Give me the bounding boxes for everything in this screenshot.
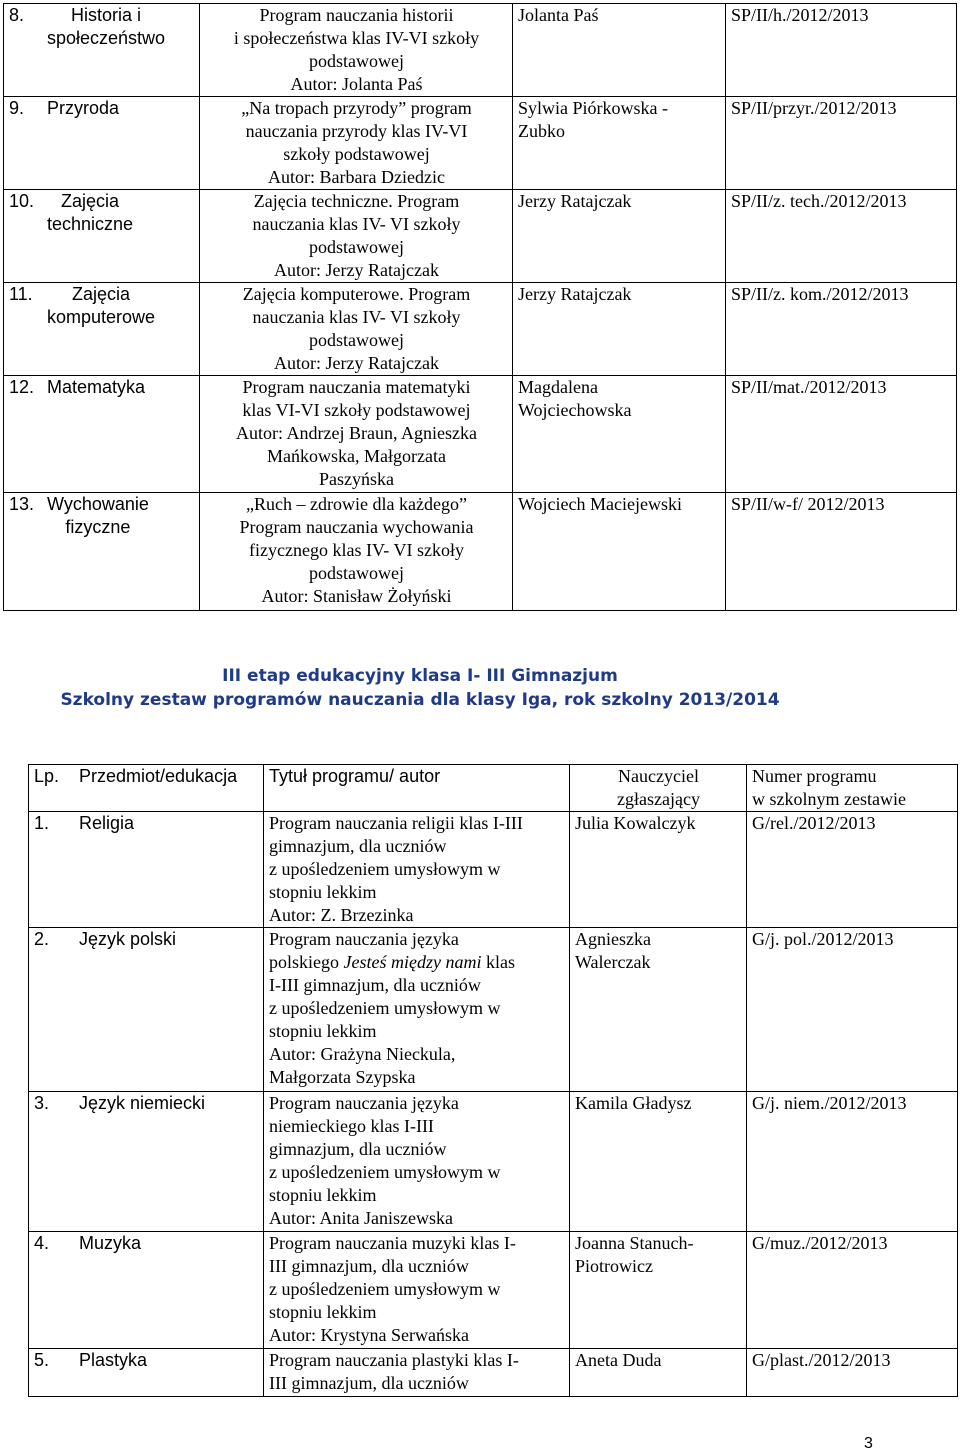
teacher-cell — [570, 812, 747, 928]
teacher-line: Jerzy Ratajczak — [518, 284, 632, 304]
section-heading: III etap edukacyjny klasa I- III Gimnazjum — [222, 666, 618, 686]
code-cell — [726, 190, 957, 283]
teacher-line: Jolanta Paś — [518, 5, 599, 25]
program-line: Autor: Grażyna Nieckula, — [269, 1044, 456, 1064]
teacher-line: Piotrowicz — [575, 1256, 653, 1276]
program-line: Autor: Stanisław Żołyński — [261, 586, 452, 606]
program-line: Program nauczania języka — [269, 1093, 459, 1113]
teacher-line: Julia Kowalczyk — [575, 813, 696, 833]
subject-line: Matematyka — [47, 377, 146, 397]
table-row — [4, 190, 957, 283]
code-cell — [726, 376, 957, 493]
program-line: z upośledzeniem umysłowym w — [269, 1279, 501, 1299]
code-cell — [747, 928, 958, 1092]
program-cell — [200, 283, 513, 376]
subject-cell — [29, 812, 264, 928]
subject-label: Muzyka — [79, 1233, 142, 1253]
row-number: 1. — [34, 813, 50, 833]
program-line: gimnazjum, dla uczniów — [269, 836, 447, 856]
row-number: 11. — [9, 284, 33, 304]
program-line: Autor: Z. Brzezinka — [269, 905, 414, 925]
program-line: fizycznego klas IV- VI szkoły — [249, 540, 464, 560]
header-lp: Lp. — [34, 766, 60, 786]
subject-label: Język polski — [79, 929, 177, 949]
program-line: nauczania klas IV- VI szkoły — [252, 214, 461, 234]
teacher-line: Sylwia Piórkowska - — [518, 98, 668, 118]
program-line: z upośledzeniem umysłowym w — [269, 859, 501, 879]
program-line: „Na tropach przyrody” program — [241, 98, 472, 118]
program-code: SP/II/w-f/ 2012/2013 — [731, 494, 885, 514]
page-number: 3 — [864, 1435, 873, 1452]
program-line: Program nauczania matematyki — [242, 377, 471, 397]
program-line: z upośledzeniem umysłowym w — [269, 1162, 501, 1182]
program-line: podstawowej — [309, 330, 404, 350]
header-subject — [29, 765, 264, 812]
program-line: Mańkowska, Małgorzata — [267, 446, 446, 466]
program-line: stopniu lekkim — [269, 1021, 377, 1041]
teacher-line: Wojciechowska — [518, 400, 632, 420]
teacher-cell — [570, 1232, 747, 1349]
row-number: 8. — [9, 5, 25, 25]
program-code: SP/II/h./2012/2013 — [731, 5, 869, 25]
subject-cell — [4, 97, 200, 190]
subject-cell — [4, 4, 200, 97]
program-cell — [264, 928, 570, 1092]
table-row — [4, 97, 957, 190]
program-line: niemieckiego klas I-III — [269, 1116, 434, 1136]
program-line: z upośledzeniem umysłowym w — [269, 998, 501, 1018]
subject-cell — [4, 283, 200, 376]
program-line: klas VI-VI szkoły podstawowej — [242, 400, 471, 420]
program-cell — [264, 1232, 570, 1349]
program-line: Autor: Jolanta Paś — [290, 74, 423, 94]
teacher-line: Walerczak — [575, 952, 651, 972]
subject-cell — [29, 1349, 264, 1397]
program-code: G/j. pol./2012/2013 — [752, 929, 894, 949]
primary-school-program-table — [3, 3, 957, 611]
program-code: SP/II/z. kom./2012/2013 — [731, 284, 909, 304]
program-cell — [200, 4, 513, 97]
teacher-cell — [570, 1349, 747, 1397]
subject-label: Język niemiecki — [79, 1093, 206, 1113]
program-cell — [200, 493, 513, 611]
subject-line: komputerowe — [47, 307, 156, 327]
program-cell — [264, 1349, 570, 1397]
teacher-line: Agnieszka — [575, 929, 651, 949]
header-program-label: Tytuł programu/ autor — [269, 766, 441, 786]
code-cell — [747, 1232, 958, 1349]
teacher-line: Jerzy Ratajczak — [518, 191, 632, 211]
program-line: „Ruch – zdrowie dla każdego” — [246, 494, 467, 514]
program-line: Małgorzata Szypska — [269, 1067, 416, 1087]
subject-line: Przyroda — [47, 98, 120, 118]
program-code: SP/II/przyr./2012/2013 — [731, 98, 897, 118]
teacher-cell — [513, 493, 726, 611]
teacher-cell — [513, 283, 726, 376]
header-code-line: w szkolnym zestawie — [752, 789, 906, 809]
program-line: Paszyńska — [319, 469, 394, 489]
table-header-row — [29, 765, 958, 812]
code-cell — [726, 493, 957, 611]
subject-line: Zajęcia — [72, 284, 131, 304]
table-row — [4, 283, 957, 376]
program-cell — [200, 190, 513, 283]
teacher-line: Kamila Gładysz — [575, 1093, 692, 1113]
program-title-line — [269, 951, 565, 974]
code-cell — [726, 97, 957, 190]
program-line: i społeczeństwa klas IV-VI szkoły — [233, 28, 480, 48]
program-line: Program nauczania wychowania — [239, 517, 474, 537]
table-row — [29, 1232, 958, 1349]
program-line: Program nauczania języka — [269, 929, 459, 949]
row-number: 13. — [9, 494, 35, 514]
row-number: 12. — [9, 377, 35, 397]
program-line: Autor: Krystyna Serwańska — [269, 1325, 469, 1345]
section-subheading: Szkolny zestaw programów nauczania dla klasy Iga, rok szkolny 2013/2014 — [60, 690, 780, 710]
program-line: Zajęcia techniczne. Program — [253, 191, 460, 211]
teacher-cell — [570, 1092, 747, 1232]
program-code: G/plast./2012/2013 — [752, 1350, 891, 1370]
header-teacher-line: zgłaszający — [617, 789, 700, 809]
row-number: 5. — [34, 1350, 50, 1370]
program-line: nauczania przyrody klas IV-VI — [245, 121, 468, 141]
header-code-line: Numer programu — [752, 766, 877, 786]
table-row — [29, 1349, 958, 1397]
program-line: Autor: Barbara Dziedzic — [268, 167, 445, 187]
program-title-suffix: klas — [481, 952, 515, 972]
teacher-cell — [570, 928, 747, 1092]
program-title: Jesteś między nami — [343, 952, 482, 972]
program-line: Program nauczania plastyki klas I- — [269, 1350, 519, 1370]
subject-line: Wychowanie — [47, 494, 149, 514]
program-code: G/rel./2012/2013 — [752, 813, 876, 833]
program-code: SP/II/z. tech./2012/2013 — [731, 191, 907, 211]
teacher-cell — [513, 97, 726, 190]
program-line: Autor: Andrzej Braun, Agnieszka — [236, 423, 477, 443]
program-line: podstawowej — [309, 563, 404, 583]
teacher-cell — [513, 376, 726, 493]
table-row — [29, 812, 958, 928]
program-line: podstawowej — [309, 51, 404, 71]
row-number: 10. — [9, 191, 35, 211]
code-cell — [747, 1349, 958, 1397]
program-line: III gimnazjum, dla uczniów — [269, 1256, 469, 1276]
subject-line: społeczeństwo — [47, 28, 166, 48]
subject-cell — [29, 1092, 264, 1232]
program-code: G/j. niem./2012/2013 — [752, 1093, 907, 1113]
code-cell — [726, 283, 957, 376]
teacher-line: Aneta Duda — [575, 1350, 662, 1370]
header-program — [264, 765, 570, 812]
teacher-cell — [513, 4, 726, 97]
subject-cell — [29, 928, 264, 1092]
program-line: szkoły podstawowej — [283, 144, 430, 164]
program-line: Program nauczania religii klas I-III — [269, 813, 523, 833]
subject-cell — [4, 190, 200, 283]
subject-line: fizyczne — [65, 517, 131, 537]
program-cell — [264, 812, 570, 928]
table-row — [29, 928, 958, 1092]
teacher-line: Joanna Stanuch- — [575, 1233, 694, 1253]
row-number: 4. — [34, 1233, 50, 1253]
program-title-prefix: polskiego — [269, 952, 344, 972]
teacher-line: Wojciech Maciejewski — [518, 494, 682, 514]
teacher-line: Zubko — [518, 121, 565, 141]
subject-cell — [4, 493, 200, 611]
program-code: SP/II/mat./2012/2013 — [731, 377, 887, 397]
program-line: nauczania klas IV- VI szkoły — [252, 307, 461, 327]
row-number: 9. — [9, 98, 25, 118]
program-line: stopniu lekkim — [269, 1185, 377, 1205]
subject-label: Religia — [79, 813, 135, 833]
gymnasium-program-table — [28, 764, 958, 1397]
code-cell — [747, 812, 958, 928]
code-cell — [747, 1092, 958, 1232]
program-cell — [264, 1092, 570, 1232]
subject-line: Historia i — [71, 5, 142, 25]
program-line: stopniu lekkim — [269, 1302, 377, 1322]
subject-line: Zajęcia — [61, 191, 120, 211]
program-line: Zajęcia komputerowe. Program — [242, 284, 471, 304]
header-code — [747, 765, 958, 812]
header-teacher-line: Nauczyciel — [618, 766, 699, 786]
program-line: Program nauczania muzyki klas I- — [269, 1233, 516, 1253]
header-subject-label: Przedmiot/edukacja — [79, 766, 238, 786]
program-line: podstawowej — [309, 237, 404, 257]
subject-label: Plastyka — [79, 1350, 148, 1370]
subject-cell — [4, 376, 200, 493]
teacher-cell — [513, 190, 726, 283]
program-cell — [200, 97, 513, 190]
table-row — [4, 493, 957, 611]
header-teacher — [570, 765, 747, 812]
program-line: Autor: Jerzy Ratajczak — [274, 353, 439, 373]
subject-cell — [29, 1232, 264, 1349]
table-row — [4, 4, 957, 97]
table-row — [29, 1092, 958, 1232]
program-line: Autor: Jerzy Ratajczak — [274, 260, 439, 280]
program-line: stopniu lekkim — [269, 882, 377, 902]
program-cell — [200, 376, 513, 493]
teacher-line: Magdalena — [518, 377, 598, 397]
code-cell — [726, 4, 957, 97]
program-line: I-III gimnazjum, dla uczniów — [269, 975, 481, 995]
program-code: G/muz./2012/2013 — [752, 1233, 888, 1253]
program-line: gimnazjum, dla uczniów — [269, 1139, 447, 1159]
subject-line: techniczne — [47, 214, 134, 234]
row-number: 2. — [34, 929, 50, 949]
row-number: 3. — [34, 1093, 50, 1113]
program-line: Program nauczania historii — [259, 5, 454, 25]
program-line: Autor: Anita Janiszewska — [269, 1208, 453, 1228]
table-row — [4, 376, 957, 493]
program-line: III gimnazjum, dla uczniów — [269, 1373, 469, 1393]
